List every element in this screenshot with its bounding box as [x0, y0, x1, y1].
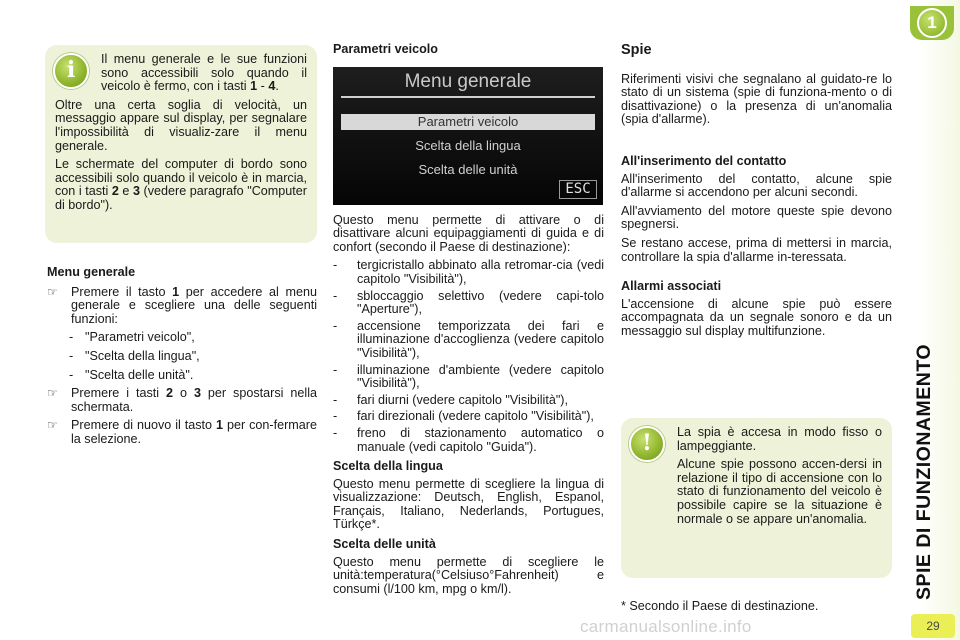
list-item: ☞ Premere il tasto 1 per accedere al menu generale e scegliere una delle seguenti funzioni:	[47, 284, 317, 326]
screen-menu-item: Scelta delle unità	[418, 161, 518, 177]
list-item: - fari direzionali (vedere capitolo "Visibilità"),	[333, 409, 594, 424]
lingua-heading: Scelta della lingua	[333, 459, 443, 474]
warning-note-p1: La spia è accesa in modo fisso o lampeggiante.	[677, 425, 882, 453]
esc-icon: ESC	[559, 180, 597, 199]
page-number: 29	[911, 614, 955, 638]
list-item: - illuminazione d'ambiente (vedere capitolo "Visibilità"),	[333, 362, 604, 391]
list-item: - tergicristallo abbinato alla retromar-cia (vedi capitolo "Visibilità"),	[333, 258, 604, 286]
info-note-p3: Le schermate del computer di bordo sono accessibili solo quando il veicolo è in marcia, con i tasti 2 e 3 (vedere paragrafo "Computer di bordo").	[55, 157, 307, 212]
info-note-p2: Oltre una certa soglia di velocità, un messaggio appare sul display, per segnalare l'impossibilità di visualiz-zare il menu generale.	[55, 97, 307, 153]
display-screen	[333, 67, 603, 205]
unita-heading: Scelta delle unità	[333, 537, 436, 552]
screen-menu-item-selected: Parametri veicolo	[341, 114, 595, 130]
parametri-heading: Parametri veicolo	[333, 42, 438, 56]
spie-section	[621, 43, 892, 344]
pointing-hand-icon: ☞	[47, 284, 58, 299]
menu-generale-heading: Menu generale	[47, 265, 136, 279]
allarmi-text: L'accensione di alcune spie può essere accompagnata da un segnale sonoro e da un messaggio sul display multifunzione.	[621, 296, 892, 338]
warning-note-p2-start: Alcune spie possono accen-dersi in relazione il tipo di accensione con lo stato di funzionamento del veicolo è possibile capire se la situazione è normale o se appare un'anomalia.	[677, 457, 882, 526]
list-item: ☞ Premere di nuovo il tasto 1 per con-fermare la selezione.	[47, 418, 317, 446]
parametri-intro: Questo menu permette di attivare o di disattivare alcuni equipaggiamenti di guida e di confort (secondo il Paese di destinazione):	[333, 212, 604, 254]
list-item: - "Scelta della lingua",	[69, 348, 200, 363]
unita-text: Questo menu permette di scegliere le unità:temperatura(°Celsiuso°Fahrenheit) e consumi (l/100 km, mpg o km/l).	[333, 554, 604, 596]
spie-intro: Riferimenti visivi che segnalano al guidato-re lo stato di un sistema (spie di funziona-mento o di disattivazione) o la presenza di un'anomalia (spia d'allarme).	[621, 71, 892, 127]
chapter-title: SPIE DI FUNZIONAMENTO	[913, 343, 935, 600]
spie-title: Spie	[621, 42, 652, 58]
watermark: carmanualsonline.info	[580, 617, 752, 636]
chapter-number: 1	[917, 8, 947, 38]
contatto-heading: All'inserimento del contatto	[621, 154, 787, 169]
info-note-p1: Il menu generale e le sue funzioni sono accessibili solo quando il veicolo è fermo, con i tasti 1 - 4.	[101, 52, 307, 94]
contatto-p2: All'avviamento del motore queste spie devono spegnersi.	[621, 203, 892, 232]
info-note-box	[45, 45, 317, 243]
allarmi-heading: Allarmi associati	[621, 279, 722, 294]
parametri-veicolo-section	[333, 43, 604, 601]
screen-menu-item: Scelta della lingua	[415, 137, 521, 153]
list-item: - "Scelta delle unità".	[69, 367, 194, 382]
list-item: - freno di stazionamento automatico o manuale (vedi capitolo "Guida").	[333, 425, 604, 454]
pointing-hand-icon: ☞	[47, 386, 58, 401]
list-item: ☞ Premere i tasti 2 o 3 per spostarsi nella schermata.	[47, 386, 318, 414]
lingua-text: Questo menu permette di scegliere la lingua di visualizzazione: Deutsch, English, Espanol, Français, Italiano, Nederlands, Portugues, Türkçe*.	[333, 476, 604, 532]
screen-divider	[341, 96, 595, 98]
screen-title: Menu generale	[404, 70, 532, 92]
list-item: - accensione temporizzata dei fari e illuminazione d'accoglienza (vedere capitolo "Visibilità"),	[333, 318, 604, 360]
list-item: - "Parametri veicolo",	[69, 330, 195, 345]
menu-generale-section	[47, 266, 317, 452]
list-item: - sbloccaggio selettivo (vedere capi-tolo "Aperture"),	[333, 288, 604, 317]
warning-icon: !	[629, 426, 665, 462]
list-item: - fari diurni (vedere capitolo "Visibilità"),	[333, 392, 569, 407]
contatto-p1: All'inserimento del contatto, alcune spie d'allarme si accendono per alcuni secondi.	[621, 171, 892, 200]
footnote: * Secondo il Paese di destinazione.	[621, 599, 819, 613]
pointing-hand-icon: ☞	[47, 418, 58, 433]
info-icon: i	[53, 53, 89, 89]
contatto-p3: Se restano accese, prima di mettersi in marcia, controllare la spia d'allarme in-teressata.	[621, 236, 892, 264]
warning-note-box	[621, 418, 892, 578]
